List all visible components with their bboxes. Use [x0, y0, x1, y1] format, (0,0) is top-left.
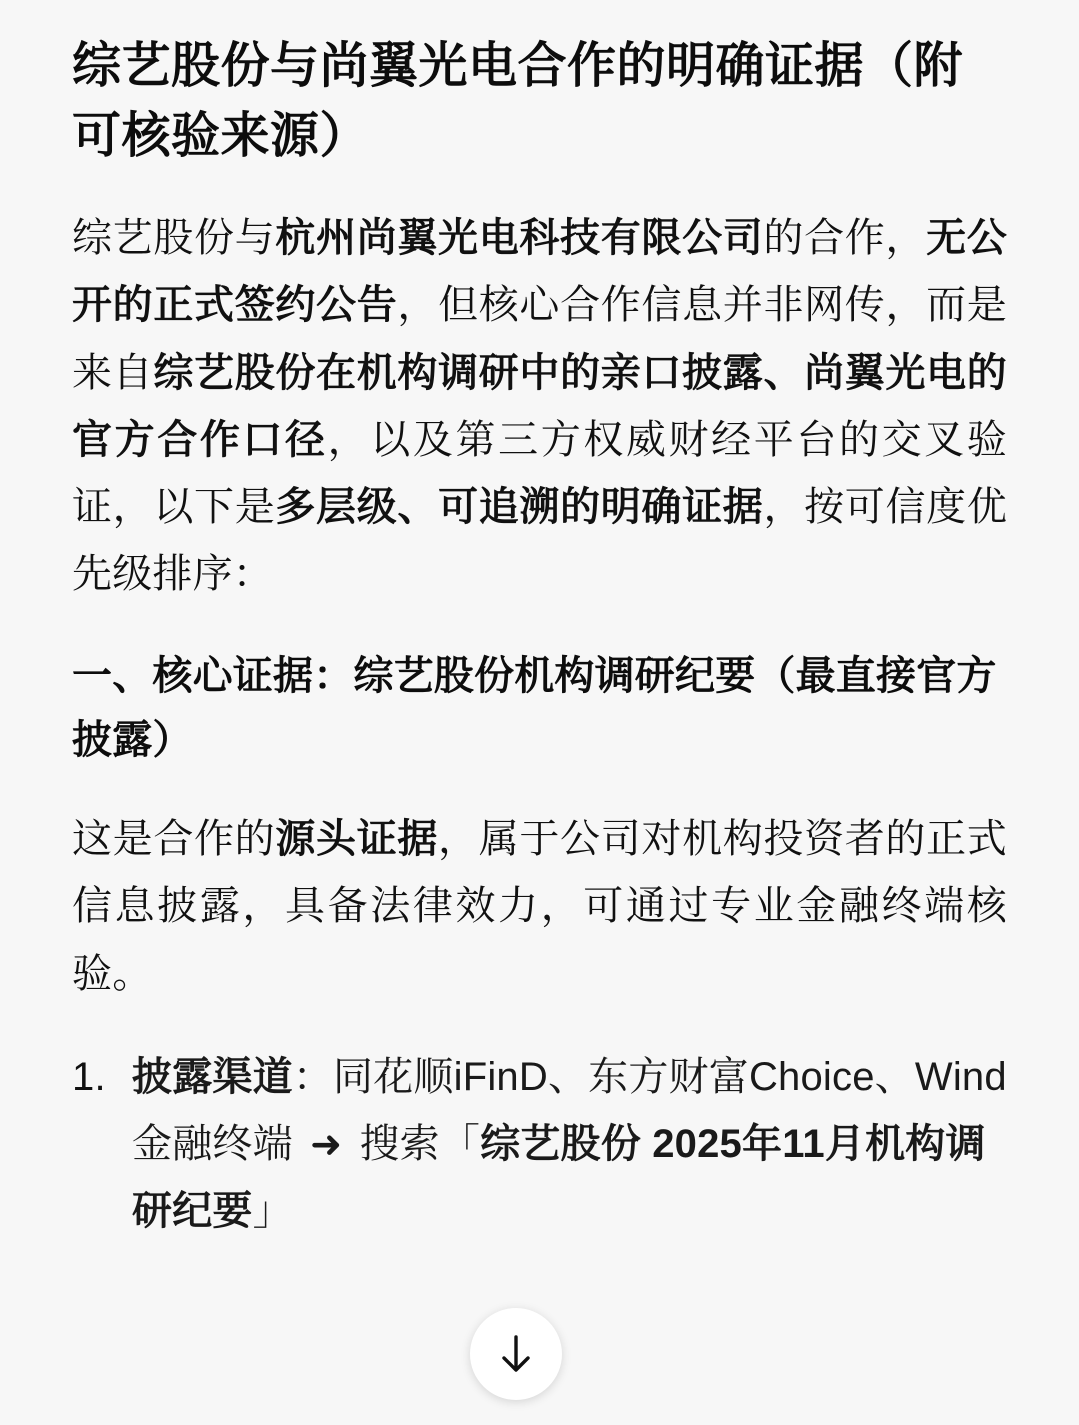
intro-paragraph: [72, 205, 1007, 608]
intro-seg-7: ，以及第三方权威财经平台的交叉验证，以下是: [72, 417, 1007, 529]
section-heading-1: 一、核心证据：综艺股份机构调研纪要（最直接官方披露）: [72, 654, 997, 763]
arrow-right-icon: ➜: [310, 1124, 343, 1167]
intro-seg-3: 的合作，: [763, 216, 927, 261]
page-title: 综艺股份与尚翼光电合作的明确证据（附可核验来源）: [72, 39, 964, 163]
section-1-seg-3: ，属于公司对机构投资者的正式信息披露，具备法律效力，可通过专业金融终端核验。: [72, 817, 1007, 996]
intro-no-announcement: 无公开的正式签约公告: [72, 216, 1007, 328]
intro-seg-9: ，按可信度优先级排序：: [72, 484, 1008, 597]
list-item-label: 披露渠道: [132, 1054, 293, 1099]
list-item-text-1: ：同花顺iFinD、东方财富Choice、Wind金融终端: [132, 1054, 1007, 1167]
section-1-source-evidence: 源头证据: [275, 817, 439, 862]
scroll-down-button[interactable]: [470, 1308, 562, 1400]
intro-seg-5: ，但核心合作信息并非网传，而是来自: [72, 283, 1008, 395]
list-item-text-2: 搜索「: [348, 1122, 481, 1167]
intro-company-name: 杭州尚翼光电科技有限公司: [275, 216, 764, 261]
evidence-list: [72, 1044, 1007, 1246]
intro-seg-1: 综艺股份与: [72, 216, 276, 261]
section-1-seg-1: 这是合作的: [72, 817, 276, 862]
intro-source-disclosure: 综艺股份在机构调研中的亲口披露、尚翼光电的官方合作口径: [72, 350, 1008, 462]
list-item-text-3: 」: [252, 1189, 293, 1234]
list-item: [72, 1044, 1007, 1246]
arrow-down-icon: [496, 1332, 536, 1376]
list-item-query: 综艺股份 2025年11月机构调研纪要: [132, 1122, 986, 1234]
intro-evidence-emphasis: 多层级、可追溯的明确证据: [275, 484, 764, 529]
section-1-paragraph: [72, 806, 1007, 1008]
